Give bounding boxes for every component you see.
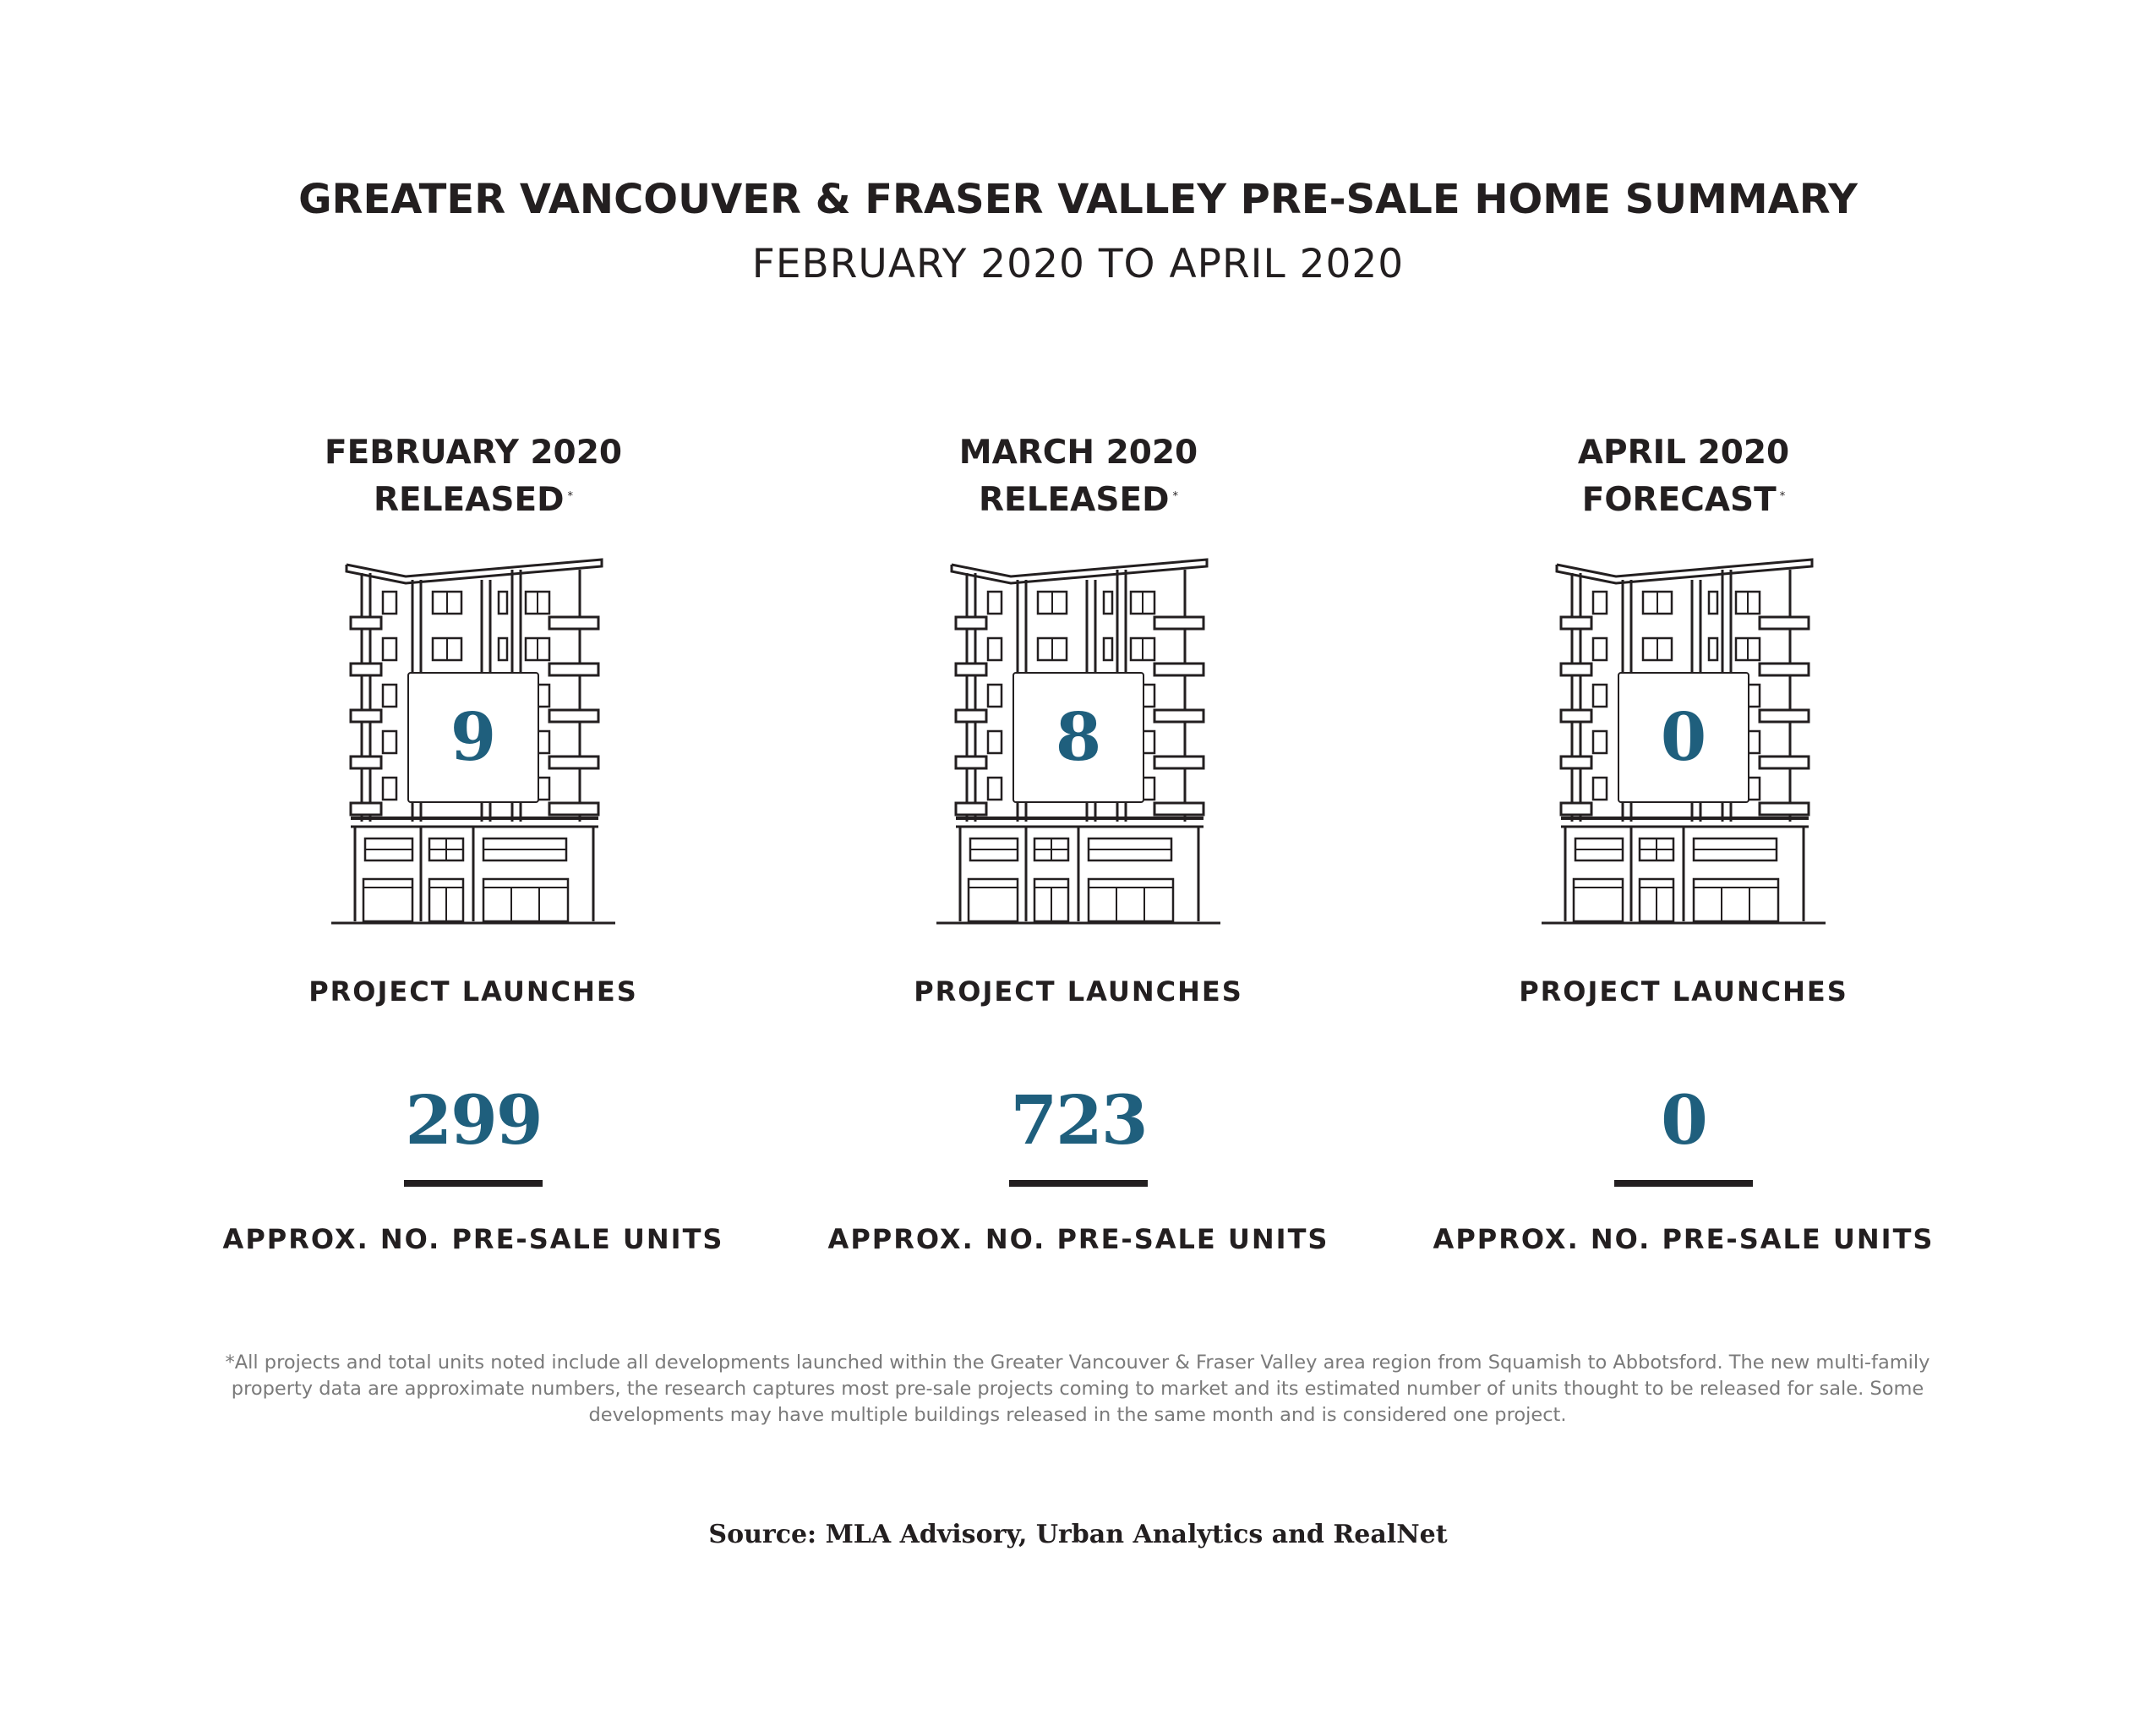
project-launch-count: 8 [1013,672,1144,803]
footnote-text: *All projects and total units noted include all developments launched within the Greater Vancouver & Fraser Valley area region from Squamish to Abbotsford. The new multi-family property data are approximate numbers, the research captures most pre-sale projects coming to market and its estimated number of units thought to be released for sale. Some developments may have multiple buildings released in the same month and is considered one project. [225,1352,1930,1426]
summary-column-march [757,0,1400,1319]
divider-rule [1614,1180,1753,1187]
page-subtitle: FEBRUARY 2020 TO APRIL 2020 [751,241,1405,287]
month-label: FEBRUARY 2020 [325,434,622,472]
project-launch-count: 0 [1618,672,1749,803]
asterisk-mark: * [567,490,573,503]
presale-units-label: APPROX. NO. PRE-SALE UNITS [827,1223,1329,1255]
column-heading [757,429,1400,524]
asterisk-mark: * [1172,490,1178,503]
column-heading [152,429,794,524]
status-label: RELEASED [979,481,1170,519]
divider-rule [404,1180,543,1187]
presale-units-value: 723 [1010,1080,1147,1160]
summary-column-february [152,0,794,1319]
column-heading [1362,429,2005,524]
presale-units-value: 0 [1661,1080,1706,1160]
status-label: FORECAST [1581,481,1777,519]
presale-units-value: 299 [405,1080,542,1160]
presale-units-label: APPROX. NO. PRE-SALE UNITS [222,1223,724,1255]
status-label: RELEASED [374,481,565,519]
project-launches-label: PROJECT LAUNCHES [1519,975,1848,1008]
page-title: GREATER VANCOUVER & FRASER VALLEY PRE-SALE HOME SUMMARY [298,176,1858,223]
project-launch-count: 9 [407,672,539,803]
summary-column-april [1362,0,2005,1319]
asterisk-mark: * [1779,490,1786,503]
divider-rule [1009,1180,1148,1187]
presale-units-label: APPROX. NO. PRE-SALE UNITS [1433,1223,1935,1255]
source-credit: Source: MLA Advisory, Urban Analytics and RealNet [708,1520,1448,1549]
month-label: MARCH 2020 [958,434,1198,472]
month-label: APRIL 2020 [1577,434,1790,472]
project-launches-label: PROJECT LAUNCHES [308,975,638,1008]
project-launches-label: PROJECT LAUNCHES [914,975,1243,1008]
